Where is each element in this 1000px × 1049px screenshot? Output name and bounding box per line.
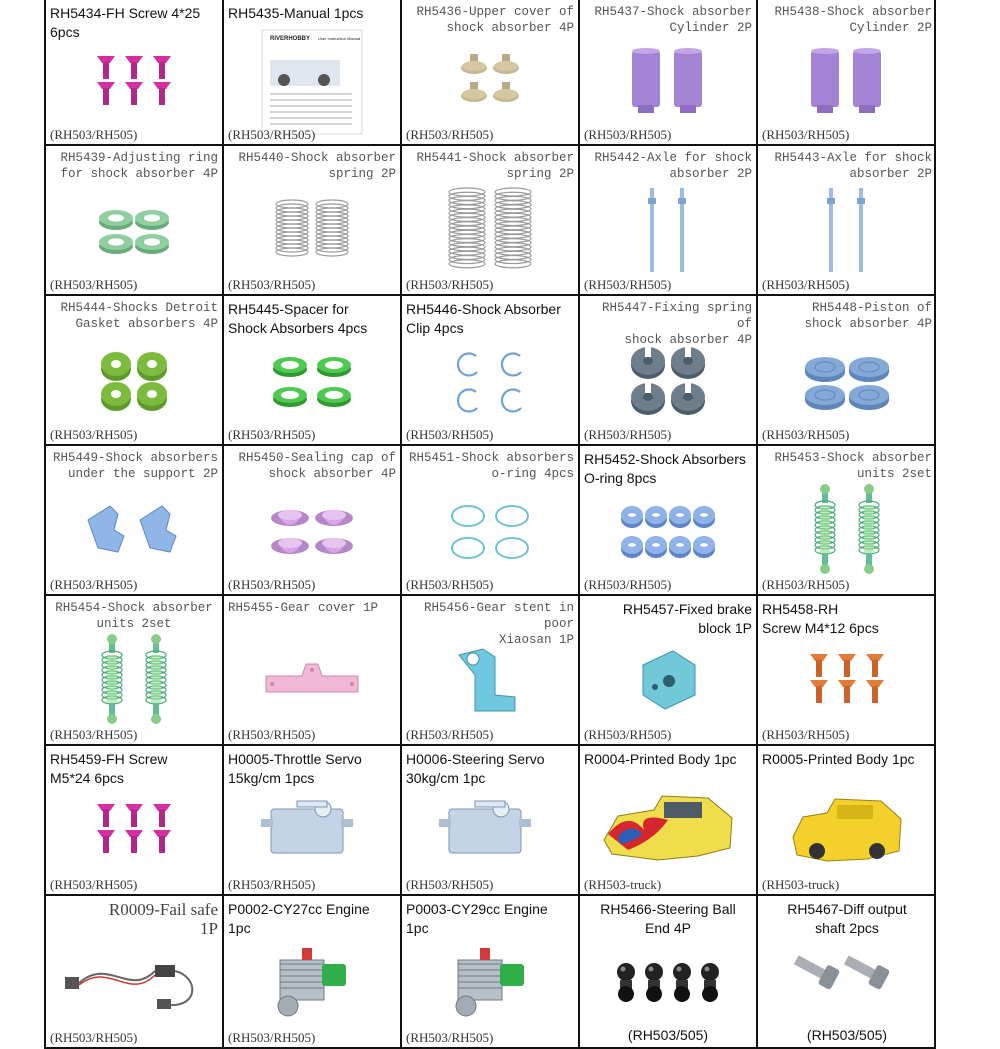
screws-magenta-icon (46, 786, 222, 874)
model-code: (RH503/RH505) (762, 427, 850, 442)
part-title: RH5467-Diff output shaft 2pcs (787, 901, 907, 936)
model-code: (RH503/505) (627, 1027, 709, 1043)
gasket-icon (46, 336, 222, 424)
part-cell (402, 146, 580, 296)
part-cell (402, 296, 580, 446)
part-title: RH5456-Gear stent in poor Xiaosan 1P (423, 601, 574, 647)
part-title: RH5450-Sealing cap of shock absorber 4P (238, 451, 396, 481)
axle-icon (758, 186, 936, 274)
part-title: RH5452-Shock Absorbers O-ring 8pcs (584, 451, 746, 486)
upper-cover-icon (402, 40, 578, 124)
gear-stent-icon (402, 636, 578, 724)
part-cell (758, 296, 936, 446)
model-code: (RH503/RH505) (228, 427, 316, 442)
model-code: (RH503/RH505) (228, 1030, 316, 1045)
spring-large-icon (402, 186, 578, 274)
manual-icon (224, 36, 400, 124)
fixing-spring-icon (580, 336, 756, 424)
model-code: (RH503/RH505) (584, 277, 672, 292)
servo-icon (402, 786, 578, 874)
part-title: P0002-CY27cc Engine 1pc (228, 901, 370, 936)
model-code: (RH503/RH505) (406, 277, 494, 292)
gear-cover-icon (224, 636, 400, 724)
oring-4-icon (402, 486, 578, 574)
cylinder-icon (580, 40, 756, 124)
part-title: RH5444-Shocks Detroit Gasket absorbers 4P (60, 301, 218, 331)
part-cell (758, 596, 936, 746)
part-title: RH5437-Shock absorber Cylinder 2P (594, 5, 752, 35)
part-cell (402, 596, 580, 746)
model-code: (RH503/RH505) (228, 577, 316, 592)
piston-icon (758, 336, 936, 424)
part-title: RH5445-Spacer for Shock Absorbers 4pcs (228, 301, 368, 336)
model-code: (RH503/505) (806, 1027, 888, 1043)
failsafe-icon (46, 936, 222, 1027)
support-icon (46, 486, 222, 574)
cylinder-icon (758, 40, 936, 124)
part-title: RH5466-Steering Ball End 4P (600, 901, 736, 936)
part-cell (580, 896, 758, 1049)
body-yellow-icon (758, 786, 936, 874)
part-title: RH5439-Adjusting ring for shock absorber 4P (60, 151, 218, 181)
part-cell (580, 296, 758, 446)
part-cell (224, 896, 402, 1049)
shock-unit-icon (46, 636, 222, 724)
part-cell (46, 146, 224, 296)
model-code: (RH503/RH505) (406, 877, 494, 892)
model-code: (RH503/RH505) (762, 127, 850, 142)
part-title: RH5448-Piston of shock absorber 4P (804, 301, 932, 331)
part-cell (580, 0, 758, 146)
model-code: (RH503/RH505) (406, 127, 494, 142)
model-code: (RH503/RH505) (762, 577, 850, 592)
part-cell (224, 596, 402, 746)
shock-unit-icon (758, 486, 936, 574)
oring-8-icon (580, 486, 756, 574)
model-code: (RH503/RH505) (406, 427, 494, 442)
model-code: (RH503/RH505) (228, 877, 316, 892)
part-cell (46, 746, 224, 896)
svg-text:RIVERHOBBY: RIVERHOBBY (270, 36, 311, 42)
part-title: RH5449-Shock absorbers under the support 2P (52, 451, 218, 481)
model-code: (RH503-truck) (762, 877, 840, 892)
part-cell (46, 296, 224, 446)
model-code: (RH503/RH505) (762, 727, 850, 742)
part-title: RH5459-FH Screw M5*24 6pcs (50, 751, 168, 786)
model-code: (RH503/RH505) (50, 427, 138, 442)
brake-block-icon (580, 636, 756, 724)
part-title: RH5442-Axle for shock absorber 2P (594, 151, 752, 181)
part-cell (402, 446, 580, 596)
model-code: (RH503-truck) (584, 877, 662, 892)
part-title: RH5454-Shock absorber units 2set (55, 601, 213, 631)
model-code: (RH503/RH505) (584, 127, 672, 142)
part-title: RH5446-Shock Absorber Clip 4pcs (406, 301, 561, 336)
ball-end-icon (580, 936, 756, 1027)
part-title: RH5447-Fixing spring of shock absorber 4P (601, 301, 752, 347)
model-code: (RH503/RH505) (228, 727, 316, 742)
part-cell (758, 746, 936, 896)
part-title: RH5451-Shock absorbers o-ring 4pcs (408, 451, 574, 481)
model-code: (RH503/RH505) (50, 877, 138, 892)
part-title: RH5436-Upper cover of shock absorber 4P (416, 5, 574, 35)
model-code: (RH503/RH505) (406, 727, 494, 742)
part-title: RH5453-Shock absorber units 2set (774, 451, 932, 481)
part-title: RH5434-FH Screw 4*25 6pcs (50, 5, 201, 40)
part-title: RH5435-Manual 1pcs (228, 5, 364, 21)
model-code: (RH503/RH505) (584, 577, 672, 592)
model-code: (RH503/RH505) (50, 577, 138, 592)
part-cell (758, 146, 936, 296)
part-cell (580, 146, 758, 296)
part-cell (580, 596, 758, 746)
part-cell (580, 746, 758, 896)
model-code: (RH503/RH505) (584, 427, 672, 442)
part-cell (402, 0, 580, 146)
part-title: P0003-CY29cc Engine 1pc (406, 901, 548, 936)
part-title: RH5458-RH Screw M4*12 6pcs (762, 601, 879, 636)
model-code: (RH503/RH505) (50, 277, 138, 292)
part-cell (758, 0, 936, 146)
part-title: RH5457-Fixed brake block 1P (622, 601, 752, 636)
model-code: (RH503/RH505) (406, 577, 494, 592)
screws-orange-icon (758, 636, 936, 724)
servo-icon (224, 786, 400, 874)
parts-grid (44, 0, 936, 1049)
part-cell (46, 896, 224, 1049)
engine-icon (402, 936, 578, 1027)
model-code: (RH503/RH505) (762, 277, 850, 292)
part-cell (758, 446, 936, 596)
part-cell (224, 0, 402, 146)
part-cell (402, 746, 580, 896)
part-title: RH5438-Shock absorber Cylinder 2P (774, 5, 932, 35)
model-code: (RH503/RH505) (50, 127, 138, 142)
diff-shaft-icon (758, 936, 936, 1027)
part-title: R0004-Printed Body 1pc (584, 751, 737, 767)
adjusting-ring-icon (46, 186, 222, 274)
model-code: (RH503/RH505) (584, 727, 672, 742)
axle-icon (580, 186, 756, 274)
model-code: (RH503/RH505) (50, 727, 138, 742)
sealing-cap-icon (224, 486, 400, 574)
part-title: R0005-Printed Body 1pc (762, 751, 915, 767)
part-cell (46, 446, 224, 596)
part-title: R0009-Fail safe 1P (108, 900, 218, 938)
part-cell (224, 146, 402, 296)
part-cell (402, 896, 580, 1049)
model-code: (RH503/RH505) (228, 127, 316, 142)
part-cell (46, 0, 224, 146)
spacer-icon (224, 336, 400, 424)
part-title: RH5455-Gear cover 1P (228, 601, 379, 615)
engine-icon (224, 936, 400, 1027)
screws-magenta-icon (46, 40, 222, 124)
spring-small-icon (224, 186, 400, 274)
part-cell (46, 596, 224, 746)
svg-text:User Instruction Manual: User Instruction Manual (318, 36, 361, 41)
part-title: RH5441-Shock absorber spring 2P (416, 151, 574, 181)
part-cell (224, 746, 402, 896)
model-code: (RH503/RH505) (50, 1030, 138, 1045)
clip-icon (402, 336, 578, 424)
part-cell (580, 446, 758, 596)
part-cell (224, 446, 402, 596)
part-title: RH5440-Shock absorber spring 2P (238, 151, 396, 181)
part-cell (224, 296, 402, 446)
part-title: RH5443-Axle for shock absorber 2P (774, 151, 932, 181)
part-cell (758, 896, 936, 1049)
part-title: H0006-Steering Servo 30kg/cm 1pc (406, 751, 545, 786)
body-flames-icon (580, 786, 756, 874)
part-title: H0005-Throttle Servo 15kg/cm 1pcs (228, 751, 362, 786)
model-code: (RH503/RH505) (228, 277, 316, 292)
model-code: (RH503/RH505) (406, 1030, 494, 1045)
